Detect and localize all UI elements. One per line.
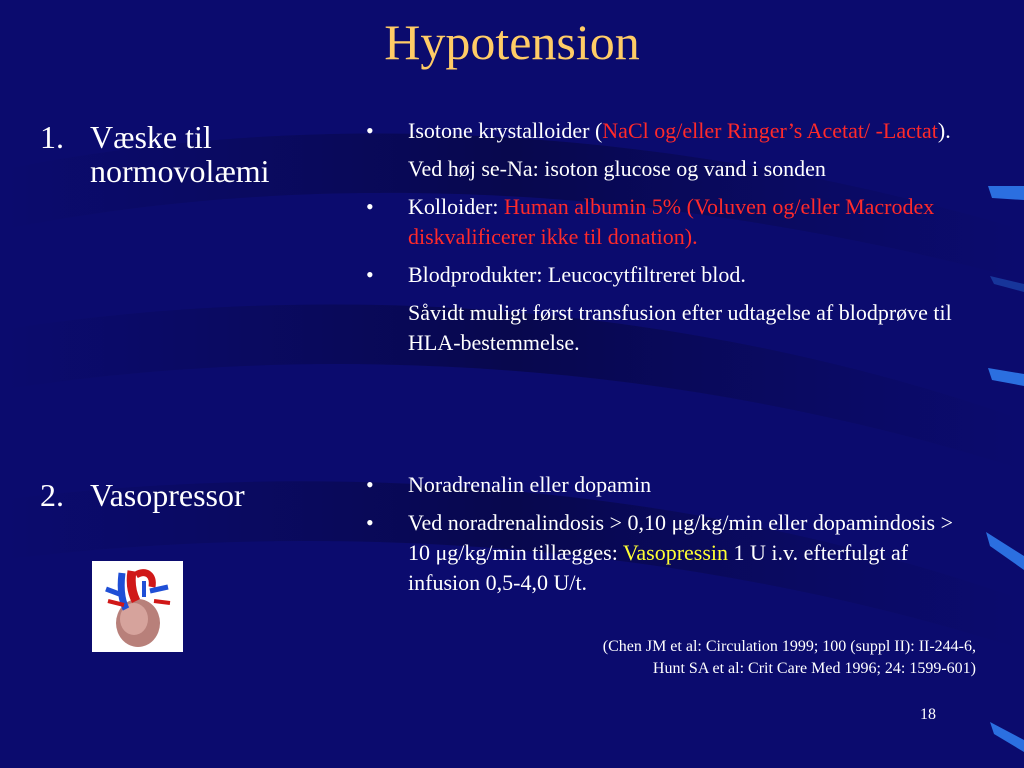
bullet-subtext: Ved høj se-Na: isoton glucose og vand i sonden (408, 156, 826, 181)
bullet-text: 1 U i.v. efterfulgt af infusion 0,5-4,0 U/t. (408, 540, 909, 595)
bullet-dot: • (366, 262, 374, 287)
bullet-dot: • (366, 194, 374, 219)
bullet-highlight-red: NaCl og/eller Ringer’s Acetat/ -Lactat (602, 118, 938, 143)
bullet-text: Ved noradrenalindosis > 0,10 μg/kg/min eller dopamindosis > 10 μg/kg/min tillægges: (408, 510, 953, 565)
bullet-text: ). (937, 118, 951, 143)
section-2-heading (40, 478, 330, 512)
page-number: 18 (920, 706, 936, 723)
citation-line-1: (Chen JM et al: Circulation 1999; 100 (suppl II): II-244-6, (602, 638, 976, 655)
bullet-item (366, 508, 976, 598)
bullet-item (366, 192, 976, 252)
citation-line-2: Hunt SA et al: Crit Care Med 1996; 24: 1599-601) (652, 660, 976, 677)
section-1-number: 1. (40, 119, 64, 155)
section-1-bullets (366, 116, 976, 366)
bullet-item (366, 260, 976, 290)
citation (416, 636, 976, 680)
section-1-heading (40, 120, 330, 188)
bullet-text: Noradrenalin eller dopamin (408, 472, 652, 497)
section-2-title: Vasopressor (90, 477, 245, 513)
bullet-item (366, 470, 976, 500)
bullet-highlight-yellow: Vasopressin (622, 540, 729, 565)
bullet-text: Blodprodukter: Leucocytfiltreret blod. (408, 262, 746, 287)
slide-title: Hypotension (384, 14, 640, 70)
section-2-number: 2. (40, 477, 64, 513)
bullet-dot: • (366, 118, 374, 143)
bullet-subtext: Såvidt muligt først transfusion efter udtagelse af blodprøve til HLA-bestemmelse. (408, 300, 952, 355)
bullet-text: Kolloider: (408, 194, 504, 219)
bullet-item (366, 116, 976, 146)
section-2-bullets (366, 470, 976, 606)
bullet-dot: • (366, 472, 374, 497)
bullet-highlight-red: Human albumin 5% (Voluven og/eller Macrodex diskvalificerer ikke til donation). (408, 194, 935, 249)
bullet-dot: • (366, 510, 374, 535)
heart-anatomy-icon (92, 561, 183, 652)
bullet-text: Isotone krystalloider ( (408, 118, 603, 143)
section-1-title: Væske til normovolæmi (90, 119, 270, 189)
